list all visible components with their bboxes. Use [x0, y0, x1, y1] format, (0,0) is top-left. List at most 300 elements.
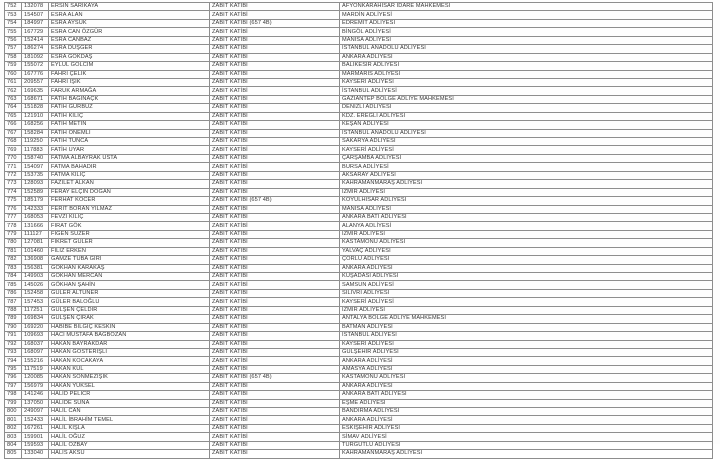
row-number-cell: 802 — [5, 424, 22, 432]
registry-number-cell: 137050 — [22, 399, 49, 407]
registry-number-cell: 167261 — [22, 424, 49, 432]
job-title-cell: ZABIT KATİBİ — [210, 408, 340, 416]
table-row — [5, 281, 713, 289]
registry-number-cell: 159593 — [22, 441, 49, 449]
row-number-cell: 764 — [5, 104, 22, 112]
personnel-table — [4, 2, 713, 459]
row-number-cell: 785 — [5, 281, 22, 289]
full-name-cell: HALİDE SUNA — [49, 399, 210, 407]
unit-name-cell: ÇARŞAMBA ADLİYESİ — [340, 154, 713, 162]
registry-number-cell: 117251 — [22, 306, 49, 314]
table-row — [5, 222, 713, 230]
registry-number-cell: 168671 — [22, 95, 49, 103]
registry-number-cell: 167776 — [22, 70, 49, 78]
table-row — [5, 19, 713, 27]
unit-name-cell: ESKİŞEHİR ADLİYESİ — [340, 424, 713, 432]
table-row — [5, 205, 713, 213]
job-title-cell: ZABIT KATİBİ — [210, 11, 340, 19]
table-row — [5, 348, 713, 356]
job-title-cell: ZABIT KATİBİ — [210, 95, 340, 103]
job-title-cell: ZABIT KATİBİ — [210, 256, 340, 264]
job-title-cell: ZABIT KATİBİ — [210, 433, 340, 441]
full-name-cell: FERAY ELÇİN DOĞAN — [49, 188, 210, 196]
row-number-cell: 755 — [5, 28, 22, 36]
table-row — [5, 399, 713, 407]
registry-number-cell: 117519 — [22, 365, 49, 373]
unit-name-cell: İZMİR ADLİYESİ — [340, 230, 713, 238]
unit-name-cell: ANKARA ADLİYESİ — [340, 264, 713, 272]
row-number-cell: 794 — [5, 357, 22, 365]
registry-number-cell: 152433 — [22, 416, 49, 424]
table-row — [5, 391, 713, 399]
full-name-cell: HALİL ÖZBAY — [49, 441, 210, 449]
row-number-cell: 782 — [5, 256, 22, 264]
unit-name-cell: ANKARA ADLİYESİ — [340, 357, 713, 365]
job-title-cell: ZABIT KATİBİ — [210, 424, 340, 432]
registry-number-cell: 145026 — [22, 281, 49, 289]
full-name-cell: FATİH UYAR — [49, 146, 210, 154]
job-title-cell: ZABIT KATİBİ — [210, 391, 340, 399]
row-number-cell: 798 — [5, 391, 22, 399]
row-number-cell: 772 — [5, 171, 22, 179]
personnel-table-body — [5, 3, 713, 459]
full-name-cell: HAKAN GÖSTERİŞLİ — [49, 348, 210, 356]
table-row — [5, 70, 713, 78]
full-name-cell: HAKAN YÜKSEL — [49, 382, 210, 390]
row-number-cell: 763 — [5, 95, 22, 103]
unit-name-cell: EŞME ADLİYESİ — [340, 399, 713, 407]
full-name-cell: ESRA DÜŞGER — [49, 45, 210, 53]
job-title-cell: ZABIT KATİBİ — [210, 230, 340, 238]
row-number-cell: 774 — [5, 188, 22, 196]
table-row — [5, 213, 713, 221]
unit-name-cell: İZMİR ADLİYESİ — [340, 188, 713, 196]
row-number-cell: 767 — [5, 129, 22, 137]
registry-number-cell: 159901 — [22, 433, 49, 441]
unit-name-cell: MARMARİS ADLİYESİ — [340, 70, 713, 78]
job-title-cell: ZABIT KATİBİ — [210, 315, 340, 323]
full-name-cell: FERHAT KOCER — [49, 197, 210, 205]
table-row — [5, 163, 713, 171]
unit-name-cell: İSTANBUL ANADOLU ADLİYESİ — [340, 45, 713, 53]
full-name-cell: HALİS AKSU — [49, 450, 210, 458]
full-name-cell: FATİH TUNCA — [49, 138, 210, 146]
registry-number-cell: 121910 — [22, 112, 49, 120]
registry-number-cell: 152458 — [22, 289, 49, 297]
job-title-cell: ZABIT KATİBİ — [210, 281, 340, 289]
full-name-cell: FATİH KILIÇ — [49, 112, 210, 120]
registry-number-cell: 156979 — [22, 382, 49, 390]
job-title-cell: ZABIT KATİBİ — [210, 441, 340, 449]
job-title-cell: ZABIT KATİBİ — [210, 53, 340, 61]
table-row — [5, 28, 713, 36]
job-title-cell: ZABIT KATİBİ — [210, 171, 340, 179]
job-title-cell: ZABIT KATİBİ — [210, 306, 340, 314]
registry-number-cell: 168256 — [22, 121, 49, 129]
row-number-cell: 766 — [5, 121, 22, 129]
table-row — [5, 450, 713, 458]
row-number-cell: 752 — [5, 3, 22, 11]
row-number-cell: 783 — [5, 264, 22, 272]
registry-number-cell: 120085 — [22, 374, 49, 382]
table-row — [5, 416, 713, 424]
full-name-cell: FERİT BORAN YILMAZ — [49, 205, 210, 213]
row-number-cell: 805 — [5, 450, 22, 458]
full-name-cell: ESRA AYSUK — [49, 19, 210, 27]
full-name-cell: GÖKHAN KARAKAŞ — [49, 264, 210, 272]
table-row — [5, 289, 713, 297]
registry-number-cell: 133040 — [22, 450, 49, 458]
registry-number-cell: 152589 — [22, 188, 49, 196]
table-row — [5, 239, 713, 247]
full-name-cell: FİKRET GÜLER — [49, 239, 210, 247]
full-name-cell: ESRA CAN ÖZGÜR — [49, 28, 210, 36]
row-number-cell: 779 — [5, 230, 22, 238]
row-number-cell: 786 — [5, 289, 22, 297]
row-number-cell: 760 — [5, 70, 22, 78]
registry-number-cell: 155216 — [22, 357, 49, 365]
full-name-cell: HAKAN SÖNMEZIŞIK — [49, 374, 210, 382]
table-row — [5, 340, 713, 348]
full-name-cell: FARUK ARMAĞA — [49, 87, 210, 95]
registry-number-cell: 111127 — [22, 230, 49, 238]
row-number-cell: 788 — [5, 306, 22, 314]
registry-number-cell: 151828 — [22, 104, 49, 112]
table-row — [5, 62, 713, 70]
registry-number-cell: 101460 — [22, 247, 49, 255]
registry-number-cell: 155072 — [22, 62, 49, 70]
unit-name-cell: KUŞADASI ADLİYESİ — [340, 273, 713, 281]
table-row — [5, 11, 713, 19]
full-name-cell: HALİL CAN — [49, 408, 210, 416]
job-title-cell: ZABIT KATİBİ — [210, 121, 340, 129]
job-title-cell: ZABIT KATİBİ — [210, 163, 340, 171]
unit-name-cell: KOYULHİSAR ADLİYESİ — [340, 197, 713, 205]
table-row — [5, 171, 713, 179]
unit-name-cell: GAZİANTEP BÖLGE ADLİYE MAHKEMESİ — [340, 95, 713, 103]
registry-number-cell: 184997 — [22, 19, 49, 27]
unit-name-cell: AFYONKARAHİSAR İDARE MAHKEMESİ — [340, 3, 713, 11]
full-name-cell: FİGEN SÜZER — [49, 230, 210, 238]
full-name-cell: HALİL İBRAHİM TEMEL — [49, 416, 210, 424]
row-number-cell: 771 — [5, 163, 22, 171]
registry-number-cell: 185179 — [22, 197, 49, 205]
row-number-cell: 777 — [5, 213, 22, 221]
table-row — [5, 315, 713, 323]
full-name-cell: GÜLER ALTUNER — [49, 289, 210, 297]
full-name-cell: GÜLŞEN ÇIRAK — [49, 315, 210, 323]
job-title-cell: ZABIT KATİBİ — [210, 273, 340, 281]
job-title-cell: ZABIT KATİBİ — [210, 78, 340, 86]
row-number-cell: 790 — [5, 323, 22, 331]
registry-number-cell: 109693 — [22, 332, 49, 340]
registry-number-cell: 209557 — [22, 78, 49, 86]
registry-number-cell: 128093 — [22, 180, 49, 188]
job-title-cell: ZABIT KATİBİ — [210, 3, 340, 11]
row-number-cell: 781 — [5, 247, 22, 255]
full-name-cell: FAHRİ ÇELİK — [49, 70, 210, 78]
row-number-cell: 756 — [5, 36, 22, 44]
unit-name-cell: İSTANBUL ADLİYESİ — [340, 332, 713, 340]
job-title-cell: ZABIT KATİBİ — [210, 213, 340, 221]
registry-number-cell: 141246 — [22, 391, 49, 399]
row-number-cell: 762 — [5, 87, 22, 95]
row-number-cell: 754 — [5, 19, 22, 27]
unit-name-cell: GÜLŞEHİR ADLİYESİ — [340, 348, 713, 356]
table-row — [5, 53, 713, 61]
row-number-cell: 803 — [5, 433, 22, 441]
row-number-cell: 800 — [5, 408, 22, 416]
table-row — [5, 441, 713, 449]
full-name-cell: HACI MUSTAFA BAĞBOZAN — [49, 332, 210, 340]
job-title-cell: ZABIT KATİBİ — [210, 104, 340, 112]
table-row — [5, 357, 713, 365]
table-row — [5, 374, 713, 382]
unit-name-cell: KDZ. EREĞLİ ADLİYESİ — [340, 112, 713, 120]
table-row — [5, 129, 713, 137]
registry-number-cell: 168037 — [22, 340, 49, 348]
full-name-cell: HALİL KIŞLA — [49, 424, 210, 432]
full-name-cell: FATMA ALBAYRAK USTA — [49, 154, 210, 162]
unit-name-cell: BALIKESİR ADLİYESİ — [340, 62, 713, 70]
job-title-cell: ZABIT KATİBİ — [210, 323, 340, 331]
row-number-cell: 787 — [5, 298, 22, 306]
job-title-cell: ZABIT KATİBİ (657 4B) — [210, 197, 340, 205]
full-name-cell: HAKAN BAYRAKDAR — [49, 340, 210, 348]
job-title-cell: ZABIT KATİBİ — [210, 239, 340, 247]
row-number-cell: 789 — [5, 315, 22, 323]
full-name-cell: HAKAN KOCAKAYA — [49, 357, 210, 365]
unit-name-cell: BANDIRMA ADLİYESİ — [340, 408, 713, 416]
job-title-cell: ZABIT KATİBİ — [210, 332, 340, 340]
full-name-cell: GÜLŞEN ÇELDİR — [49, 306, 210, 314]
table-row — [5, 87, 713, 95]
full-name-cell: FEVZİ KILIÇ — [49, 213, 210, 221]
registry-number-cell: 127081 — [22, 239, 49, 247]
table-row — [5, 188, 713, 196]
full-name-cell: ESRA GÖKDAŞ — [49, 53, 210, 61]
unit-name-cell: KASTAMONU ADLİYESİ — [340, 239, 713, 247]
job-title-cell: ZABIT KATİBİ — [210, 28, 340, 36]
full-name-cell: EYLÜL GÖLCİM — [49, 62, 210, 70]
unit-name-cell: ALANYA ADLİYESİ — [340, 222, 713, 230]
full-name-cell: FAZİLET ALKAN — [49, 180, 210, 188]
unit-name-cell: BİNGÖL ADLİYESİ — [340, 28, 713, 36]
registry-number-cell: 158284 — [22, 129, 49, 137]
unit-name-cell: KASTAMONU ADLİYESİ — [340, 374, 713, 382]
unit-name-cell: EDREMİT ADLİYESİ — [340, 19, 713, 27]
unit-name-cell: AMASYA ADLİYESİ — [340, 365, 713, 373]
registry-number-cell: 149903 — [22, 273, 49, 281]
unit-name-cell: KAYSERİ ADLİYESİ — [340, 78, 713, 86]
row-number-cell: 770 — [5, 154, 22, 162]
registry-number-cell: 249097 — [22, 408, 49, 416]
job-title-cell: ZABIT KATİBİ — [210, 180, 340, 188]
unit-name-cell: BATMAN ADLİYESİ — [340, 323, 713, 331]
job-title-cell: ZABIT KATİBİ — [210, 264, 340, 272]
row-number-cell: 799 — [5, 399, 22, 407]
job-title-cell: ZABIT KATİBİ — [210, 222, 340, 230]
full-name-cell: HABİBE BİLGİÇ KESKİN — [49, 323, 210, 331]
full-name-cell: FATİH GÜRBÜZ — [49, 104, 210, 112]
registry-number-cell: 157453 — [22, 298, 49, 306]
job-title-cell: ZABIT KATİBİ — [210, 416, 340, 424]
unit-name-cell: MANİSA ADLİYESİ — [340, 205, 713, 213]
job-title-cell: ZABIT KATİBİ — [210, 129, 340, 137]
full-name-cell: ERSİN SARIKAYA — [49, 3, 210, 11]
unit-name-cell: İZMİR ADLİYESİ — [340, 306, 713, 314]
full-name-cell: ESRA ALAN — [49, 11, 210, 19]
unit-name-cell: MANİSA ADLİYESİ — [340, 36, 713, 44]
table-row — [5, 382, 713, 390]
row-number-cell: 761 — [5, 78, 22, 86]
job-title-cell: ZABIT KATİBİ — [210, 45, 340, 53]
registry-number-cell: 169635 — [22, 87, 49, 95]
table-row — [5, 256, 713, 264]
row-number-cell: 797 — [5, 382, 22, 390]
registry-number-cell: 154507 — [22, 11, 49, 19]
job-title-cell: ZABIT KATİBİ — [210, 357, 340, 365]
job-title-cell: ZABIT KATİBİ — [210, 138, 340, 146]
table-row — [5, 298, 713, 306]
row-number-cell: 757 — [5, 45, 22, 53]
unit-name-cell: İSTANBUL ANADOLU ADLİYESİ — [340, 129, 713, 137]
full-name-cell: FATMA KILIÇ — [49, 171, 210, 179]
registry-number-cell: 152414 — [22, 36, 49, 44]
unit-name-cell: SAMSUN ADLİYESİ — [340, 281, 713, 289]
full-name-cell: FATMA BAHADIR — [49, 163, 210, 171]
unit-name-cell: İSTANBUL ADLİYESİ — [340, 87, 713, 95]
row-number-cell: 793 — [5, 348, 22, 356]
full-name-cell: HAKAN KUL — [49, 365, 210, 373]
unit-name-cell: ANTALYA BÖLGE ADLİYE MAHKEMESİ — [340, 315, 713, 323]
job-title-cell: ZABIT KATİBİ — [210, 450, 340, 458]
row-number-cell: 780 — [5, 239, 22, 247]
unit-name-cell: KAYSERİ ADLİYESİ — [340, 340, 713, 348]
table-row — [5, 247, 713, 255]
table-row — [5, 121, 713, 129]
row-number-cell: 769 — [5, 146, 22, 154]
row-number-cell: 768 — [5, 138, 22, 146]
row-number-cell: 776 — [5, 205, 22, 213]
registry-number-cell: 181092 — [22, 53, 49, 61]
job-title-cell: ZABIT KATİBİ — [210, 87, 340, 95]
registry-number-cell: 156381 — [22, 264, 49, 272]
full-name-cell: FATİH BAĞINAÇK — [49, 95, 210, 103]
full-name-cell: GÖKHAN MERCAN — [49, 273, 210, 281]
registry-number-cell: 158740 — [22, 154, 49, 162]
row-number-cell: 775 — [5, 197, 22, 205]
unit-name-cell: KAHRAMANMARAŞ ADLİYESİ — [340, 180, 713, 188]
row-number-cell: 765 — [5, 112, 22, 120]
unit-name-cell: YALVAÇ ADLİYESİ — [340, 247, 713, 255]
unit-name-cell: ANKARA ADLİYESİ — [340, 382, 713, 390]
table-row — [5, 408, 713, 416]
row-number-cell: 773 — [5, 180, 22, 188]
full-name-cell: FİLİZ ERKEN — [49, 247, 210, 255]
table-row — [5, 146, 713, 154]
registry-number-cell: 186274 — [22, 45, 49, 53]
full-name-cell: FATİH METİN — [49, 121, 210, 129]
full-name-cell: GÖKHAN ŞAHİN — [49, 281, 210, 289]
table-row — [5, 197, 713, 205]
row-number-cell: 753 — [5, 11, 22, 19]
job-title-cell: ZABIT KATİBİ — [210, 205, 340, 213]
registry-number-cell: 153735 — [22, 171, 49, 179]
table-row — [5, 365, 713, 373]
job-title-cell: ZABIT KATİBİ (657 4B) — [210, 19, 340, 27]
unit-name-cell: SİMAV ADLİYESİ — [340, 433, 713, 441]
registry-number-cell: 132078 — [22, 3, 49, 11]
unit-name-cell: ÇORLU ADLİYESİ — [340, 256, 713, 264]
row-number-cell: 778 — [5, 222, 22, 230]
table-row — [5, 306, 713, 314]
row-number-cell: 801 — [5, 416, 22, 424]
job-title-cell: ZABIT KATİBİ — [210, 154, 340, 162]
table-row — [5, 424, 713, 432]
unit-name-cell: TURGUTLU ADLİYESİ — [340, 441, 713, 449]
table-row — [5, 104, 713, 112]
row-number-cell: 804 — [5, 441, 22, 449]
table-row — [5, 138, 713, 146]
row-number-cell: 758 — [5, 53, 22, 61]
unit-name-cell: SAKARYA ADLİYESİ — [340, 138, 713, 146]
full-name-cell: HALİD PELİCR — [49, 391, 210, 399]
full-name-cell: FAHRİ IŞIK — [49, 78, 210, 86]
job-title-cell: ZABIT KATİBİ — [210, 36, 340, 44]
registry-number-cell: 169834 — [22, 315, 49, 323]
registry-number-cell: 154097 — [22, 163, 49, 171]
job-title-cell: ZABIT KATİBİ — [210, 340, 340, 348]
unit-name-cell: ANKARA BATI ADLİYESİ — [340, 391, 713, 399]
table-row — [5, 36, 713, 44]
registry-number-cell: 136908 — [22, 256, 49, 264]
table-row — [5, 78, 713, 86]
registry-number-cell: 169220 — [22, 323, 49, 331]
job-title-cell: ZABIT KATİBİ — [210, 365, 340, 373]
row-number-cell: 796 — [5, 374, 22, 382]
full-name-cell: GÜLER BALOĞLU — [49, 298, 210, 306]
table-row — [5, 433, 713, 441]
table-row — [5, 112, 713, 120]
registry-number-cell: 142333 — [22, 205, 49, 213]
job-title-cell: ZABIT KATİBİ — [210, 247, 340, 255]
job-title-cell: ZABIT KATİBİ — [210, 188, 340, 196]
job-title-cell: ZABIT KATİBİ — [210, 70, 340, 78]
registry-number-cell: 119250 — [22, 138, 49, 146]
table-row — [5, 154, 713, 162]
unit-name-cell: BURSA ADLİYESİ — [340, 163, 713, 171]
job-title-cell: ZABIT KATİBİ — [210, 348, 340, 356]
unit-name-cell: KAYSERİ ADLİYESİ — [340, 146, 713, 154]
table-row — [5, 332, 713, 340]
row-number-cell: 791 — [5, 332, 22, 340]
table-row — [5, 273, 713, 281]
registry-number-cell: 168053 — [22, 213, 49, 221]
table-row — [5, 230, 713, 238]
job-title-cell: ZABIT KATİBİ — [210, 382, 340, 390]
job-title-cell: ZABIT KATİBİ — [210, 298, 340, 306]
table-row — [5, 323, 713, 331]
unit-name-cell: ANKARA ADLİYESİ — [340, 416, 713, 424]
unit-name-cell: KAYSERİ ADLİYESİ — [340, 298, 713, 306]
table-row — [5, 180, 713, 188]
unit-name-cell: MARDİN ADLİYESİ — [340, 11, 713, 19]
row-number-cell: 792 — [5, 340, 22, 348]
full-name-cell: FIRAT GÖK — [49, 222, 210, 230]
table-row — [5, 45, 713, 53]
unit-name-cell: KEŞAN ADLİYESİ — [340, 121, 713, 129]
